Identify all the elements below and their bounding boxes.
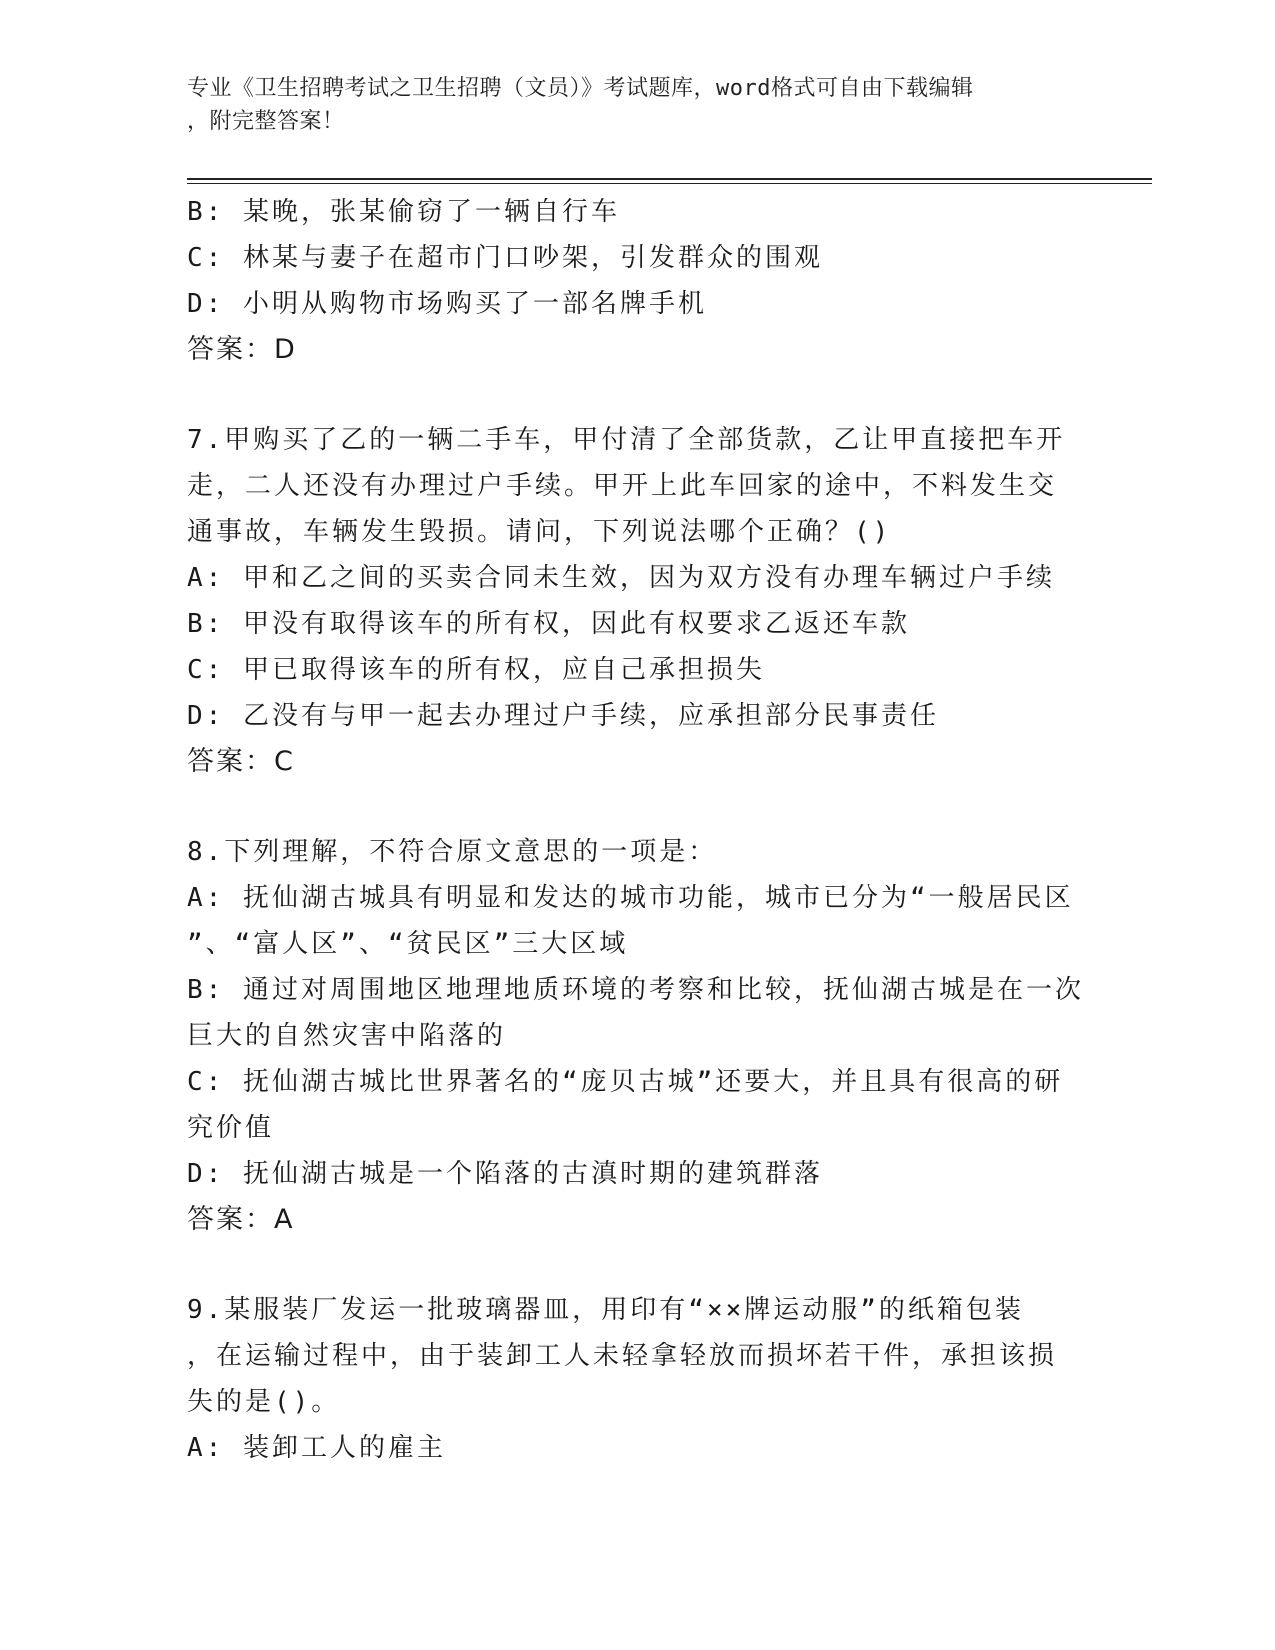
question-6-tail bbox=[187, 189, 1067, 373]
q6-option-d: D: 小明从购物市场购买了一部名牌手机 bbox=[187, 289, 707, 319]
spacer bbox=[187, 373, 1067, 417]
header-divider-thick bbox=[187, 178, 1152, 180]
document-header bbox=[187, 72, 1067, 138]
q6-answer: 答案：D bbox=[187, 334, 297, 365]
question-9 bbox=[187, 1287, 1067, 1471]
spacer bbox=[187, 785, 1067, 829]
q8-answer: 答案：A bbox=[187, 1204, 295, 1235]
document-body bbox=[187, 189, 1084, 1471]
header-line-1: 专业《卫生招聘考试之卫生招聘（文员）》考试题库，word格式可自由下载编辑 bbox=[187, 76, 974, 101]
header-divider-thin bbox=[187, 183, 1152, 184]
q9-option-a: A: 装卸工人的雇主 bbox=[187, 1433, 446, 1463]
q7-stem-line-1: 7.甲购买了乙的一辆二手车，甲付清了全部货款，乙让甲直接把车开 bbox=[187, 425, 1066, 455]
q9-stem-line-1: 9.某服装厂发运一批玻璃器皿，用印有“××牌运动服”的纸箱包装 bbox=[187, 1295, 1024, 1325]
q9-stem-line-2: ，在运输过程中，由于装卸工人未轻拿轻放而损坏若干件，承担该损 bbox=[187, 1341, 1058, 1371]
q7-stem-line-2: 走，二人还没有办理过户手续。甲开上此车回家的途中，不料发生交 bbox=[187, 471, 1058, 501]
q9-stem-line-3: 失的是()。 bbox=[187, 1387, 341, 1417]
q7-option-b: B: 甲没有取得该车的所有权，因此有权要求乙返还车款 bbox=[187, 609, 910, 639]
q6-option-b: B: 某晚，张某偷窃了一辆自行车 bbox=[187, 197, 620, 227]
q8-stem: 8.下列理解，不符合原文意思的一项是： bbox=[187, 837, 718, 867]
q7-option-d: D: 乙没有与甲一起去办理过户手续，应承担部分民事责任 bbox=[187, 701, 939, 731]
q8-option-b-line-2: 巨大的自然灾害中陷落的 bbox=[187, 1021, 507, 1051]
header-line-2: ，附完整答案！ bbox=[187, 109, 345, 134]
question-8 bbox=[187, 829, 1084, 1243]
spacer bbox=[187, 1243, 1067, 1287]
q8-option-c-line-1: C: 抚仙湖古城比世界著名的“庞贝古城”还要大，并且具有很高的研 bbox=[187, 1067, 1064, 1097]
q8-option-b-line-1: B: 通过对周围地区地理地质环境的考察和比较，抚仙湖古城是在一次 bbox=[187, 975, 1084, 1005]
q7-option-c: C: 甲已取得该车的所有权，应自己承担损失 bbox=[187, 655, 765, 685]
q8-option-a-line-1: A: 抚仙湖古城具有明显和发达的城市功能，城市已分为“一般居民区 bbox=[187, 883, 1074, 913]
q7-answer: 答案：C bbox=[187, 746, 295, 777]
q8-option-a-line-2: ”、“富人区”、“贫民区”三大区域 bbox=[187, 929, 629, 959]
q8-option-c-line-2: 究价值 bbox=[187, 1113, 275, 1143]
q7-stem-line-3: 通事故，车辆发生毁损。请问，下列说法哪个正确？() bbox=[187, 517, 892, 547]
question-7 bbox=[187, 417, 1067, 785]
q7-option-a: A: 甲和乙之间的买卖合同未生效，因为双方没有办理车辆过户手续 bbox=[187, 563, 1055, 593]
q6-option-c: C: 林某与妻子在超市门口吵架，引发群众的围观 bbox=[187, 243, 823, 273]
q8-option-d: D: 抚仙湖古城是一个陷落的古滇时期的建筑群落 bbox=[187, 1159, 823, 1189]
